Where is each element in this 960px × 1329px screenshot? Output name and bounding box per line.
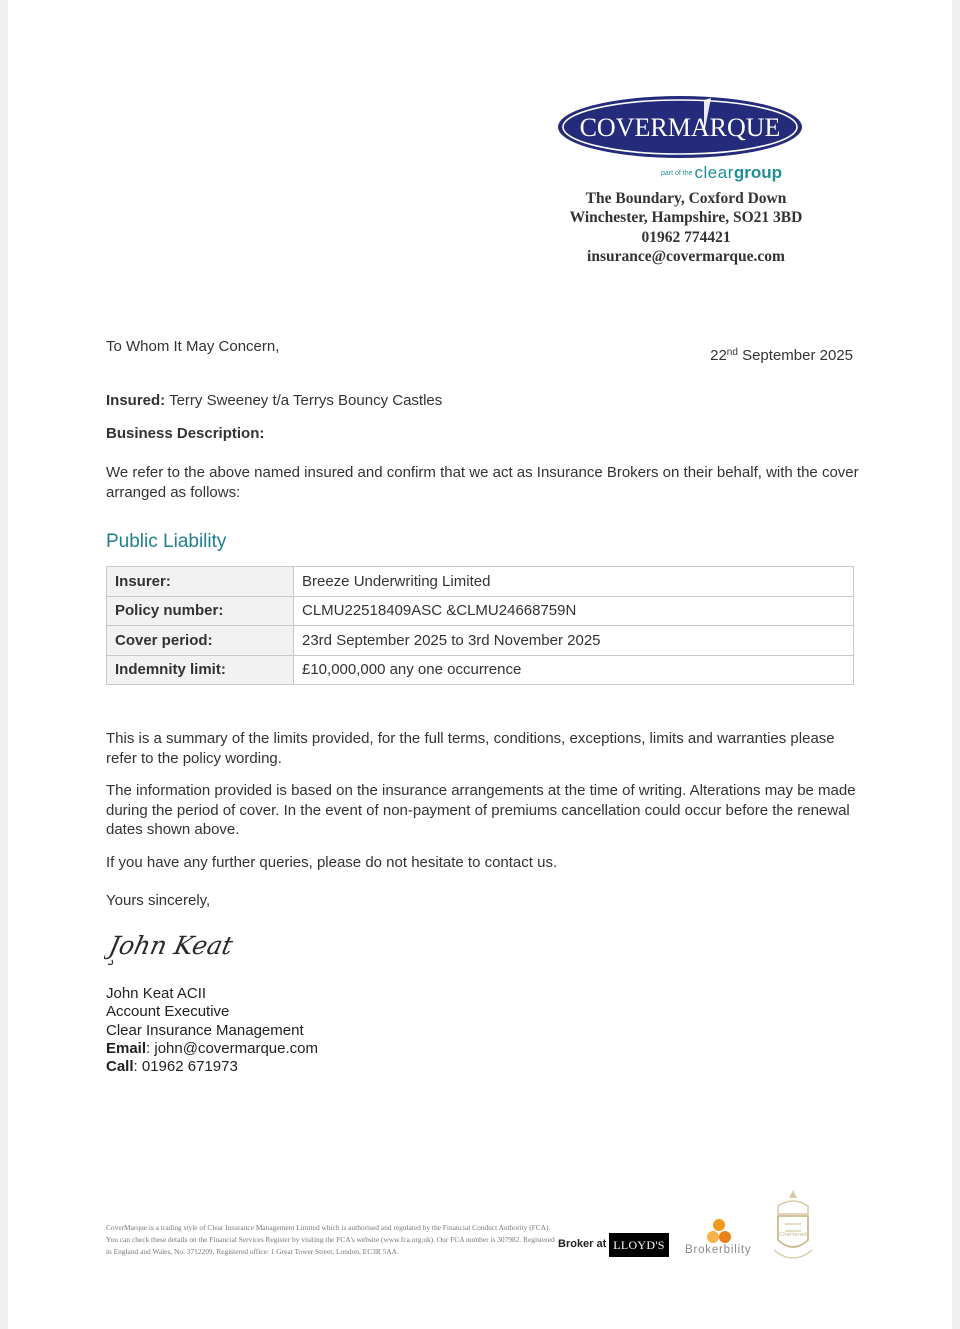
insured-label: Insured:	[106, 392, 166, 409]
table-row	[107, 655, 854, 685]
address-line: The Boundary, Coxford Down	[585, 190, 787, 207]
lloyds-logo: LLOYD'S	[609, 1233, 669, 1257]
email-label: Email	[106, 1039, 147, 1057]
row-label: Indemnity limit:	[107, 655, 294, 685]
table-row	[107, 567, 854, 597]
signatory-company: Clear Insurance Management	[106, 1021, 304, 1039]
chartered-text: Chartered	[779, 1232, 807, 1238]
row-value: CLMU22518409ASC &CLMU24668759N	[294, 596, 854, 626]
address-phone: 01962 774421	[641, 228, 731, 246]
insured-line	[106, 391, 442, 411]
salutation: To Whom It May Concern,	[106, 338, 280, 355]
section-title: Public Liability	[106, 531, 227, 552]
signatory-name: John Keat ACII	[106, 985, 207, 1002]
letter-page	[8, 0, 952, 1329]
handwritten-signature	[104, 924, 244, 973]
date-suffix: nd	[726, 347, 738, 358]
address-email[interactable]: insurance@covermarque.com	[587, 247, 785, 265]
tagline-clear: clear	[694, 163, 734, 182]
letter-date	[648, 346, 853, 366]
signatory-phone	[106, 1058, 318, 1076]
closing: Yours sincerely,	[106, 892, 211, 909]
date-rest: September 2025	[737, 347, 853, 364]
address-line: Winchester, Hampshire, SO21 3BD	[569, 209, 803, 227]
chartered-insurance-brokers-crest	[768, 1188, 818, 1275]
email-value: : john@covermarque.com	[146, 1039, 318, 1057]
broker-at-label: Broker at	[558, 1238, 607, 1250]
clear-group-tagline	[661, 163, 782, 183]
logo-wordmark: COVERMARQUE	[579, 113, 781, 142]
table-row	[107, 596, 854, 626]
row-label: Cover period:	[107, 626, 294, 656]
cover-table	[106, 566, 854, 685]
signature-text: John Keat	[106, 931, 236, 960]
business-description-label: Business Description:	[106, 425, 265, 442]
signatory-title: Account Executive	[106, 1003, 230, 1021]
date-day: 22	[710, 347, 727, 364]
brokerbility-logo: Brokerbility	[685, 1244, 752, 1256]
summary-paragraph: This is a summary of the limits provided, for the full terms, conditions, exceptions, limits and warranties please refer to the policy wording.	[106, 730, 835, 767]
queries-paragraph: If you have any further queries, please do not hesitate to contact us.	[106, 854, 558, 871]
row-value: Breeze Underwriting Limited	[294, 567, 854, 597]
regulatory-notice: CoverMarque is a trading style of Clear Insurance Management Limited which is authorised and regulated by the Financial Conduct Authority (FCA). You can check these details on the Financial Services Register by visiting the FCA's website (www.fca.org.uk). Our FCA number is 307982. Registered in England and Wales, No. 3712209. Registered office: 1 Great Tower Street, London, EC3R 5AA.	[106, 1223, 555, 1256]
information-paragraph: The information provided is based on the insurance arrangements at the time of writing. Alterations may be made during the period of cover. In the event of non-payment of premiums cancellation could occur before the renewal dates shown above.	[106, 782, 856, 838]
row-value: £10,000,000 any one occurrence	[294, 655, 854, 685]
tagline-group: group	[733, 163, 783, 182]
row-label: Policy number:	[107, 596, 294, 626]
call-value: : 01962 671973	[133, 1058, 238, 1076]
table-row	[107, 626, 854, 656]
row-label: Insurer:	[107, 567, 294, 597]
insured-value: Terry Sweeney t/a Terrys Bouncy Castles	[165, 392, 443, 409]
row-value: 23rd September 2025 to 3rd November 2025	[294, 626, 854, 656]
business-description	[106, 424, 264, 444]
tagline-small: part of the	[661, 170, 693, 177]
intro-paragraph: We refer to the above named insured and confirm that we act as Insurance Brokers on their behalf, with the cover arranged as follows:	[106, 464, 859, 501]
signatory-email[interactable]	[106, 1040, 318, 1058]
signatory-block	[106, 985, 318, 1076]
call-label: Call	[106, 1058, 134, 1076]
letterhead-address	[548, 189, 824, 266]
covermarque-logo	[554, 94, 806, 164]
